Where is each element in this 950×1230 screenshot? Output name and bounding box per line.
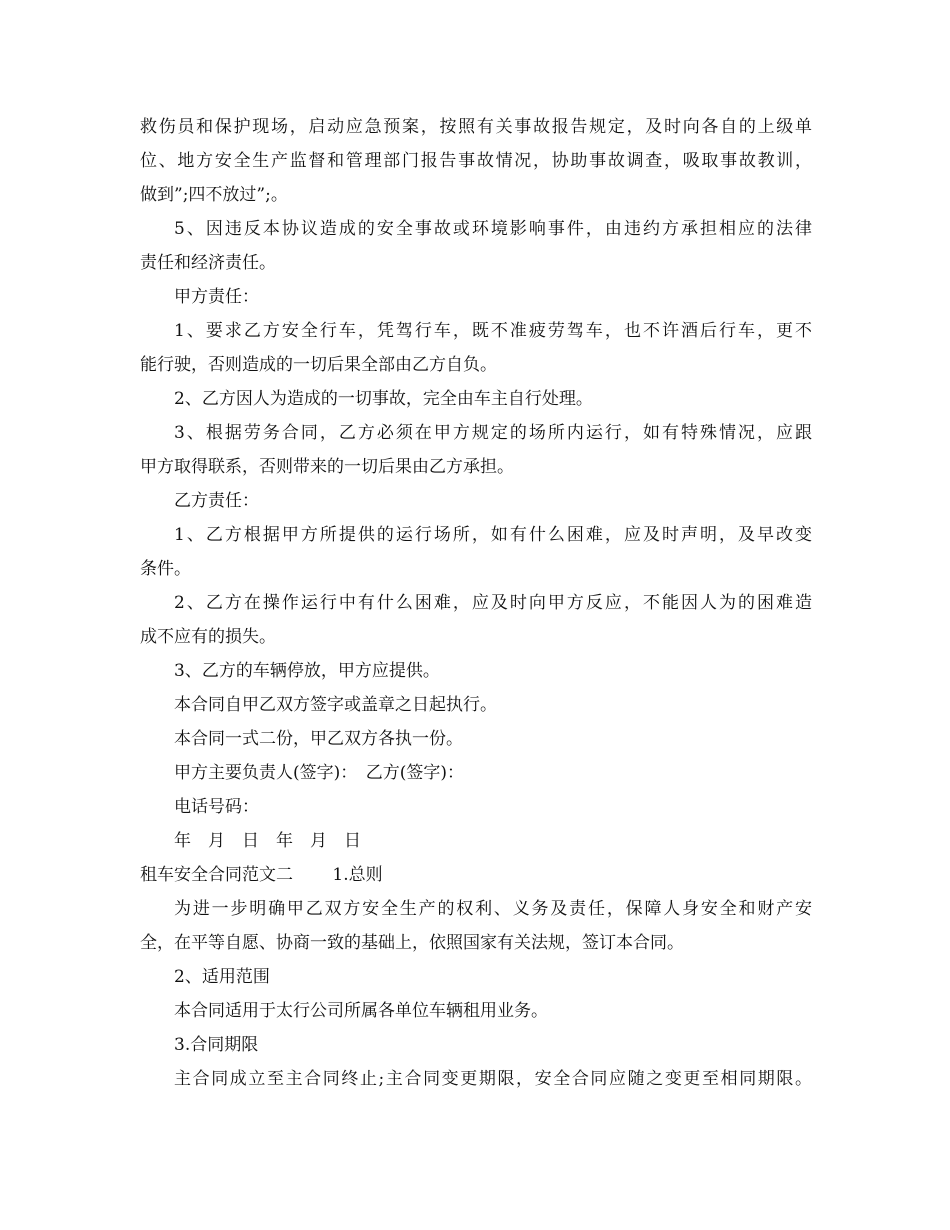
copies-clause: 本合同一式二份，甲乙双方各执一份。	[174, 729, 463, 749]
party-b-clause-3: 3、乙方的车辆停放，甲方应提供。	[174, 661, 440, 681]
phone-line: 电话号码：	[174, 797, 259, 817]
paragraph-line: 做到”;四不放过”;。	[140, 185, 288, 205]
paragraph-line: 全，在平等自愿、协商一致的基础上，依照国家有关法规，签订本合同。	[140, 933, 684, 953]
paragraph-line: 能行驶，否则造成的一切后果全部由乙方自负。	[140, 355, 497, 375]
signature-line: 甲方主要负责人(签字)： 乙方(签字)：	[174, 763, 465, 783]
general-clause: 为进一步明确甲乙双方安全生产的权利、义务及责任，保障人身安全和财产安	[174, 899, 812, 919]
party-a-clause-2: 2、乙方因人为造成的一切事故，完全由车主自行处理。	[174, 389, 593, 409]
party-b-clause-2: 2、乙方在操作运行中有什么困难，应及时向甲方反应，不能因人为的困难造	[174, 593, 812, 613]
party-b-clause-1: 1、乙方根据甲方所提供的运行场所，如有什么困难，应及时声明，及早改变	[174, 525, 812, 545]
party-a-clause-1: 1、要求乙方安全行车，凭驾行车，既不准疲劳驾车，也不许酒后行车，更不	[174, 321, 812, 341]
paragraph-line: 甲方取得联系，否则带来的一切后果由乙方承担。	[140, 457, 514, 477]
section-heading-party-a: 甲方责任：	[174, 287, 259, 307]
sample-two-heading: 租车安全合同范文二 1.总则	[140, 865, 383, 885]
clause-5-line: 5、因违反本协议造成的安全事故或环境影响事件，由违约方承担相应的法律	[174, 219, 812, 239]
section-heading-party-b: 乙方责任：	[174, 491, 259, 511]
paragraph-line: 位、地方安全生产监督和管理部门报告事故情况，协助事故调查，吸取事故教训，	[140, 151, 812, 171]
scope-clause: 本合同适用于太行公司所属各单位车辆租用业务。	[174, 1001, 548, 1021]
paragraph-line: 条件。	[140, 559, 191, 579]
date-line: 年 月 日 年 月 日	[174, 831, 361, 851]
party-a-clause-3: 3、根据劳务合同，乙方必须在甲方规定的场所内运行，如有特殊情况，应跟	[174, 423, 812, 443]
effective-clause: 本合同自甲乙双方签字或盖章之日起执行。	[174, 695, 497, 715]
paragraph-line: 救伤员和保护现场，启动应急预案，按照有关事故报告规定，及时向各自的上级单	[140, 117, 812, 137]
term-clause: 主合同成立至主合同终止;主合同变更期限，安全合同应随之变更至相同期限。	[174, 1069, 812, 1089]
paragraph-line: 责任和经济责任。	[140, 253, 276, 273]
paragraph-line: 成不应有的损失。	[140, 627, 276, 647]
term-heading: 3.合同期限	[174, 1035, 259, 1055]
scope-heading: 2、适用范围	[174, 967, 270, 987]
